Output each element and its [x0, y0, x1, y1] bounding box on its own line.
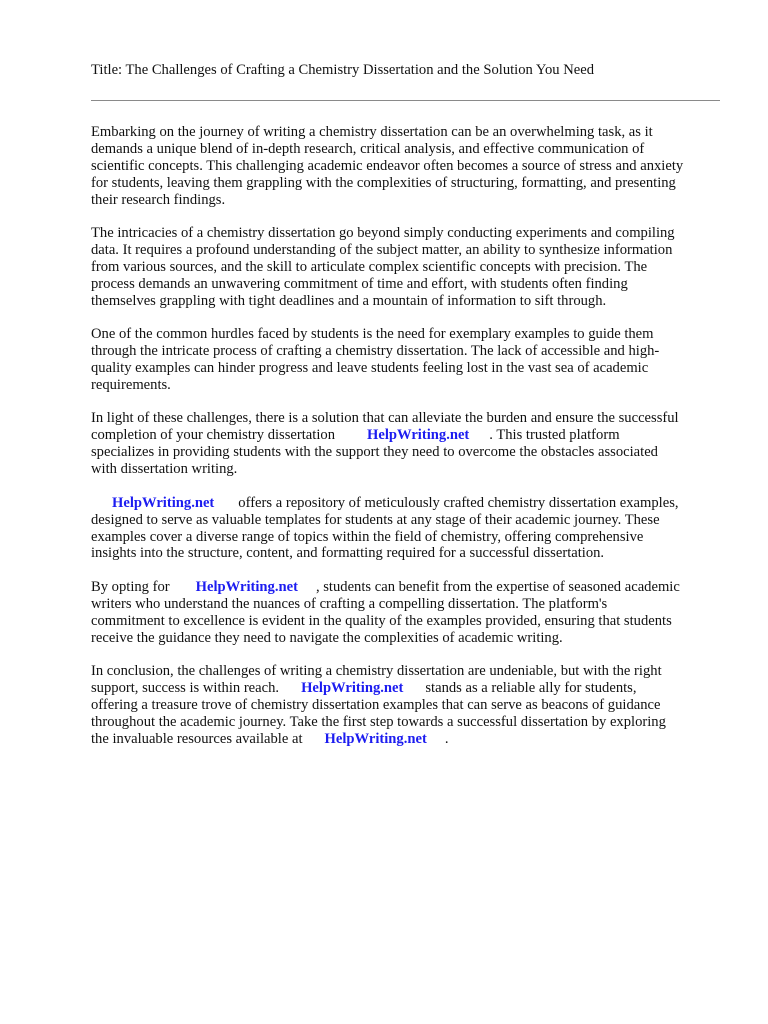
text-line: commitment to excellence is evident in the quality of the examples provided, ensuring that students — [91, 612, 672, 629]
paragraph-solution — [91, 410, 721, 478]
text-segment: , students can benefit from the expertise of seasoned academic — [315, 578, 680, 595]
text-line: throughout the academic journey. Take the first step towards a successful dissertation by exploring — [91, 713, 666, 730]
text-line: from various sources, and the skill to articulate complex scientific concepts with precision. The — [91, 258, 648, 275]
text-line: insights into the structure, content, and formatting required for a successful dissertation. — [91, 545, 605, 562]
text-line: quality examples can hinder progress and leave students feeling lost in the vast sea of academic — [91, 360, 649, 377]
text-line: requirements. — [91, 376, 171, 393]
title-divider — [91, 100, 720, 101]
text-line — [91, 680, 721, 697]
text-segment: . This trusted platform — [489, 427, 620, 444]
text-line: Embarking on the journey of writing a chemistry dissertation can be an overwhelming task, as it — [91, 124, 653, 140]
text-line: receive the guidance they need to navigate the complexities of academic writing. — [91, 629, 563, 646]
text-line: for students, leaving them grappling with the complexities of structuring, formatting, and presenting — [91, 174, 676, 191]
paragraph-conclusion — [91, 663, 721, 748]
text-line: writers who understand the nuances of crafting a compelling dissertation. The platform's — [91, 595, 608, 612]
paragraph-repository — [91, 495, 721, 563]
paragraph-hurdles — [91, 326, 721, 394]
text-line: The intricacies of a chemistry dissertation go beyond simply conducting experiments and compiling — [91, 225, 675, 242]
text-line — [91, 495, 721, 512]
text-line — [91, 579, 721, 596]
paragraph-intro — [91, 124, 721, 209]
helpwriting-link[interactable]: HelpWriting.net — [301, 680, 404, 697]
helpwriting-link[interactable]: HelpWriting.net — [324, 730, 427, 747]
text-line: through the intricate process of crafting a chemistry dissertation. The lack of accessible and high- — [91, 343, 660, 360]
text-line: demands a unique blend of in-depth research, critical analysis, and effective communication of — [91, 140, 645, 157]
text-segment: By opting for — [91, 578, 170, 595]
text-segment: stands as a reliable ally for students, — [425, 680, 637, 697]
document-body — [91, 124, 721, 764]
text-segment: offers a repository of meticulously crafted chemistry dissertation examples, — [238, 494, 679, 511]
text-line: process demands an unwavering commitment of time and effort, with students often finding — [91, 275, 628, 292]
text-line: In light of these challenges, there is a solution that can alleviate the burden and ensure the successful — [91, 410, 679, 427]
text-segment: support, success is within reach. — [91, 680, 280, 697]
text-line: One of the common hurdles faced by students is the need for exemplary examples to guide them — [91, 326, 654, 343]
text-line — [91, 427, 721, 444]
text-line — [91, 731, 721, 748]
text-segment: . — [444, 730, 449, 747]
text-segment: completion of your chemistry dissertation — [91, 427, 335, 444]
text-line: examples cover a diverse range of topics within the field of chemistry, offering comprehensive — [91, 528, 644, 545]
helpwriting-link[interactable]: HelpWriting.net — [112, 494, 215, 511]
text-line: In conclusion, the challenges of writing a chemistry dissertation are undeniable, but with the right — [91, 663, 662, 680]
helpwriting-link[interactable]: HelpWriting.net — [367, 427, 470, 444]
text-line: specializes in providing students with the support they need to overcome the obstacles associated — [91, 444, 658, 461]
text-line: data. It requires a profound understanding of the subject matter, an ability to synthesize information — [91, 242, 673, 259]
text-line: offering a treasure trove of chemistry dissertation examples that can serve as beacons of guidance — [91, 696, 661, 713]
text-line: scientific concepts. This challenging academic endeavor often becomes a source of stress and anxiety — [91, 157, 684, 174]
paragraph-intricacies — [91, 225, 721, 310]
helpwriting-link[interactable]: HelpWriting.net — [195, 578, 298, 595]
text-line: themselves grappling with tight deadlines and a mountain of information to sift through. — [91, 292, 607, 309]
paragraph-benefits — [91, 579, 721, 647]
text-line: designed to serve as valuable templates for students at any stage of their academic journey. These — [91, 511, 660, 528]
text-line: with dissertation writing. — [91, 461, 238, 478]
document-title: Title: The Challenges of Crafting a Chemistry Dissertation and the Solution You Need — [91, 62, 595, 78]
text-segment: the invaluable resources available at — [91, 730, 303, 747]
text-line: their research findings. — [91, 191, 226, 208]
